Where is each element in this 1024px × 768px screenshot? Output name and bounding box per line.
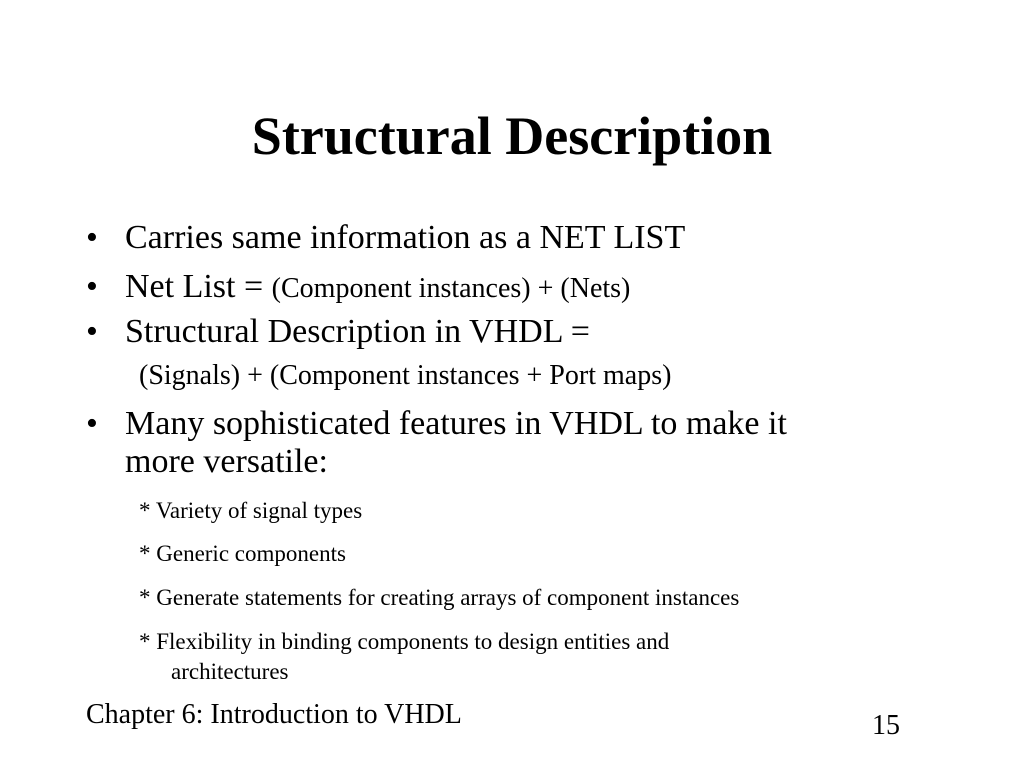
- footer-chapter: Chapter 6: Introduction to VHDL: [86, 699, 462, 730]
- bullet-text-small: (Component instances) + (Nets): [271, 273, 631, 304]
- bullet-symbol: •: [86, 268, 98, 305]
- bullet-symbol: •: [86, 313, 98, 350]
- bullet-text-line1: Many sophisticated features in VHDL to make it: [125, 405, 787, 442]
- sub-item-continuation: architectures: [171, 659, 289, 684]
- bullet-symbol: •: [86, 405, 98, 442]
- bullet-symbol: •: [86, 219, 98, 256]
- sub-item: * Generate statements for creating arrays of component instances: [139, 585, 740, 610]
- bullet-text-line2: more versatile:: [125, 443, 328, 480]
- bullet-text: [125, 405, 925, 481]
- sub-item-text: * Flexibility in binding components to design entities and: [139, 629, 670, 654]
- bullet-subline: (Signals) + (Component instances + Port maps): [139, 360, 672, 391]
- sub-item: * Generic components: [139, 541, 346, 566]
- page-number: 15: [872, 710, 900, 741]
- sub-item: * Variety of signal types: [139, 498, 363, 523]
- bullet-text-main: Net List =: [125, 268, 272, 305]
- bullet-text: Structural Description in VHDL =: [125, 313, 590, 350]
- slide-title: Structural Description: [251, 106, 773, 166]
- bullet-text: Carries same information as a NET LIST: [125, 219, 686, 256]
- bullet-text: [125, 268, 925, 308]
- sub-item: [139, 627, 919, 687]
